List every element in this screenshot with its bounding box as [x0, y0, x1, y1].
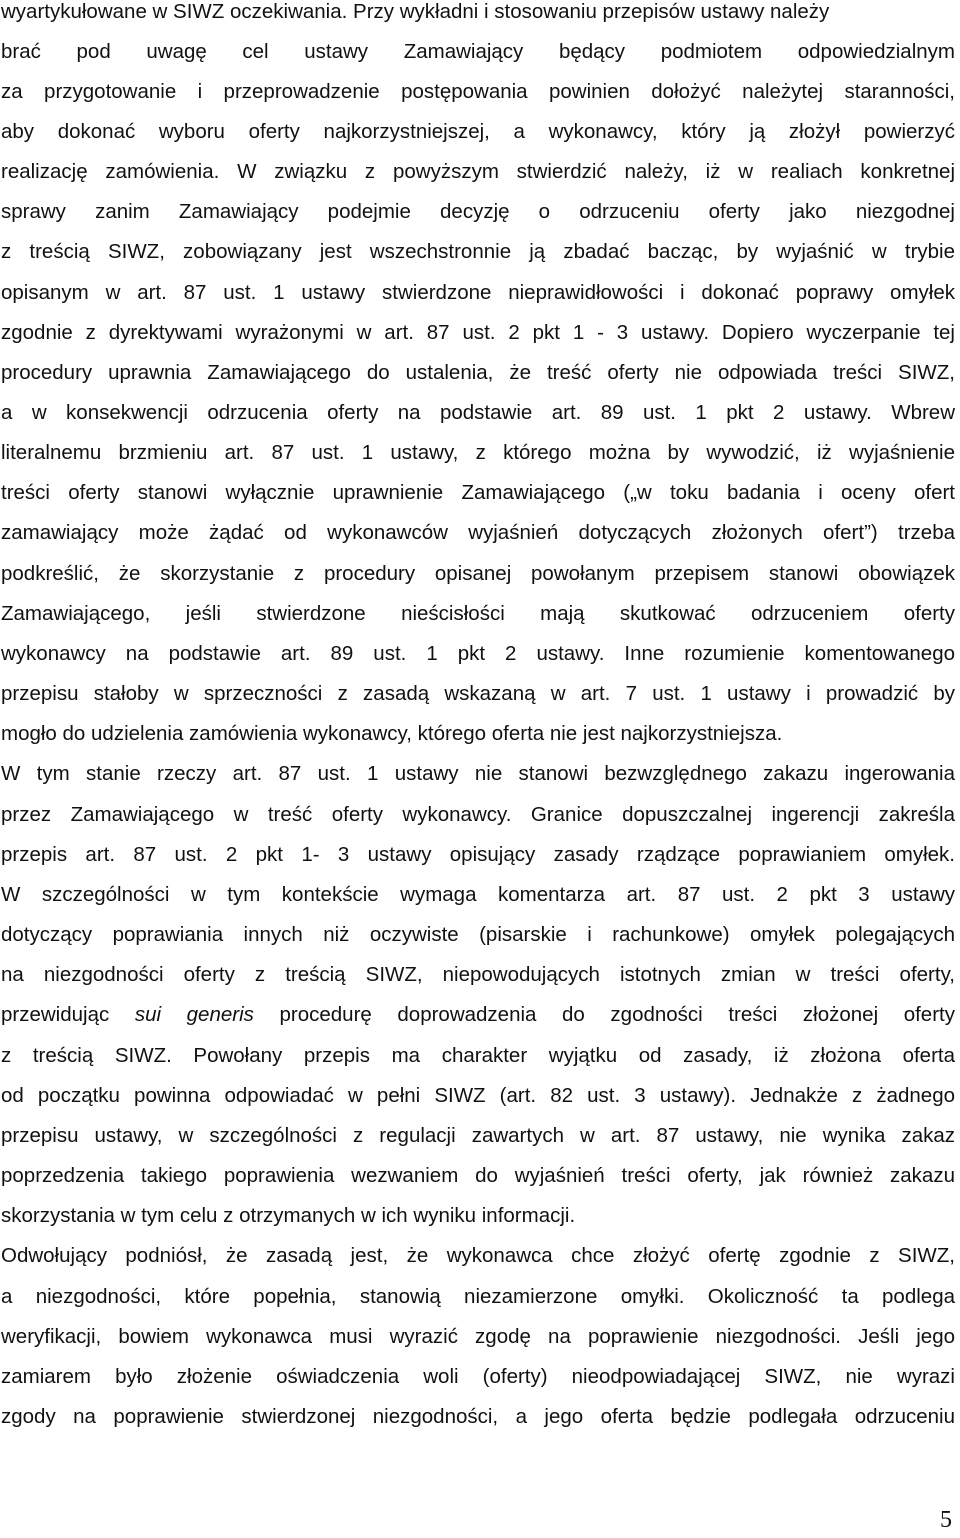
text-line: realizację zamówienia. W związku z powyższym stwierdzić należy, iż w realiach konkretnej	[1, 160, 955, 183]
text-line: na niezgodności oferty z treścią SIWZ, niepowodujących istotnych zmian w treści oferty,	[1, 963, 955, 986]
text-line: zamawiający może żądać od wykonawców wyjaśnień dotyczących złożonych ofert”) trzeba	[1, 521, 955, 544]
text-line: przepisu ustawy, w szczególności z regulacji zawartych w art. 87 ustawy, nie wynika zakaz	[1, 1124, 955, 1147]
text-line: treści oferty stanowi wyłącznie uprawnienie Zamawiającego („w toku badania i oceny ofert	[1, 481, 955, 504]
text-line: weryfikacji, bowiem wykonawca musi wyrazić zgodę na poprawienie niezgodności. Jeśli jego	[1, 1325, 955, 1348]
text-line: z treścią SIWZ. Powołany przepis ma charakter wyjątku od zasady, iż złożona oferta	[1, 1044, 955, 1067]
text-line: Odwołujący podniósł, że zasadą jest, że wykonawca chce złożyć ofertę zgodnie z SIWZ,	[1, 1244, 955, 1267]
text-line: przepis art. 87 ust. 2 pkt 1- 3 ustawy opisujący zasady rządzące poprawianiem omyłek.	[1, 843, 955, 866]
text-segment: przewidując	[1, 1003, 135, 1026]
text-line: zgodnie z dyrektywami wyrażonymi w art. 87 ust. 2 pkt 1 - 3 ustawy. Dopiero wyczerpanie tej	[1, 321, 955, 344]
text-line: z treścią SIWZ, zobowiązany jest wszechstronnie ją zbadać bacząc, by wyjaśnić w trybie	[1, 240, 955, 263]
text-line	[1, 1003, 955, 1027]
text-line: W szczególności w tym kontekście wymaga komentarza art. 87 ust. 2 pkt 3 ustawy	[1, 883, 955, 906]
text-line: procedury uprawnia Zamawiającego do ustalenia, że treść oferty nie odpowiada treści SIWZ,	[1, 361, 955, 384]
text-line: a niezgodności, które popełnia, stanowią niezamierzone omyłki. Okoliczność ta podlega	[1, 1285, 955, 1308]
text-line: sprawy zanim Zamawiający podejmie decyzję o odrzuceniu oferty jako niezgodnej	[1, 200, 955, 223]
text-line: a w konsekwencji odrzucenia oferty na podstawie art. 89 ust. 1 pkt 2 ustawy. Wbrew	[1, 401, 955, 424]
text-line: skorzystania w tym celu z otrzymanych w ich wyniku informacji.	[1, 1204, 576, 1227]
text-line: dotyczący poprawiania innych niż oczywiste (pisarskie i rachunkowe) omyłek polegających	[1, 923, 955, 946]
text-line: Zamawiającego, jeśli stwierdzone nieścisłości mają skutkować odrzuceniem oferty	[1, 602, 955, 625]
text-line: od początku powinna odpowiadać w pełni SIWZ (art. 82 ust. 3 ustawy). Jednakże z żadnego	[1, 1084, 955, 1107]
page-number: 5	[940, 1507, 952, 1533]
text-line: brać pod uwagę cel ustawy Zamawiający będący podmiotem odpowiedzialnym	[1, 40, 955, 63]
text-line: za przygotowanie i przeprowadzenie postępowania powinien dołożyć należytej staranności,	[1, 80, 955, 103]
text-line: przez Zamawiającego w treść oferty wykonawcy. Granice dopuszczalnej ingerencji zakreśla	[1, 803, 955, 826]
text-line: W tym stanie rzeczy art. 87 ust. 1 ustawy nie stanowi bezwzględnego zakazu ingerowania	[1, 762, 955, 785]
text-line: mogło do udzielenia zamówienia wykonawcy, którego oferta nie jest najkorzystniejsza.	[1, 722, 783, 745]
text-line: wykonawcy na podstawie art. 89 ust. 1 pkt 2 ustawy. Inne rozumienie komentowanego	[1, 642, 955, 665]
text-line: wyartykułowane w SIWZ oczekiwania. Przy wykładni i stosowaniu przepisów ustawy należy	[1, 0, 830, 23]
text-line: przepisu stałoby w sprzeczności z zasadą wskazaną w art. 7 ust. 1 ustawy i prowadzić by	[1, 682, 955, 705]
text-line: podkreślić, że skorzystanie z procedury opisanej powołanym przepisem stanowi obowiązek	[1, 562, 955, 585]
text-line: aby dokonać wyboru oferty najkorzystniejszej, a wykonawcy, który ją złożył powierzyć	[1, 120, 955, 143]
text-line: zamiarem było złożenie oświadczenia woli (oferty) nieodpowiadającej SIWZ, nie wyrazi	[1, 1365, 955, 1388]
italic-term: sui generis	[134, 1003, 254, 1026]
text-line: opisanym w art. 87 ust. 1 ustawy stwierdzone nieprawidłowości i dokonać poprawy omyłek	[1, 281, 955, 304]
text-segment: procedurę doprowadzenia do zgodności treści złożonej oferty	[253, 1003, 955, 1026]
text-line: zgody na poprawienie stwierdzonej niezgodności, a jego oferta będzie podlegała odrzuceniu	[1, 1405, 955, 1428]
text-line: literalnemu brzmieniu art. 87 ust. 1 ustawy, z którego można by wywodzić, iż wyjaśnienie	[1, 441, 955, 464]
text-line: poprzedzenia takiego poprawienia wezwaniem do wyjaśnień treści oferty, jak również zakazu	[1, 1164, 955, 1187]
